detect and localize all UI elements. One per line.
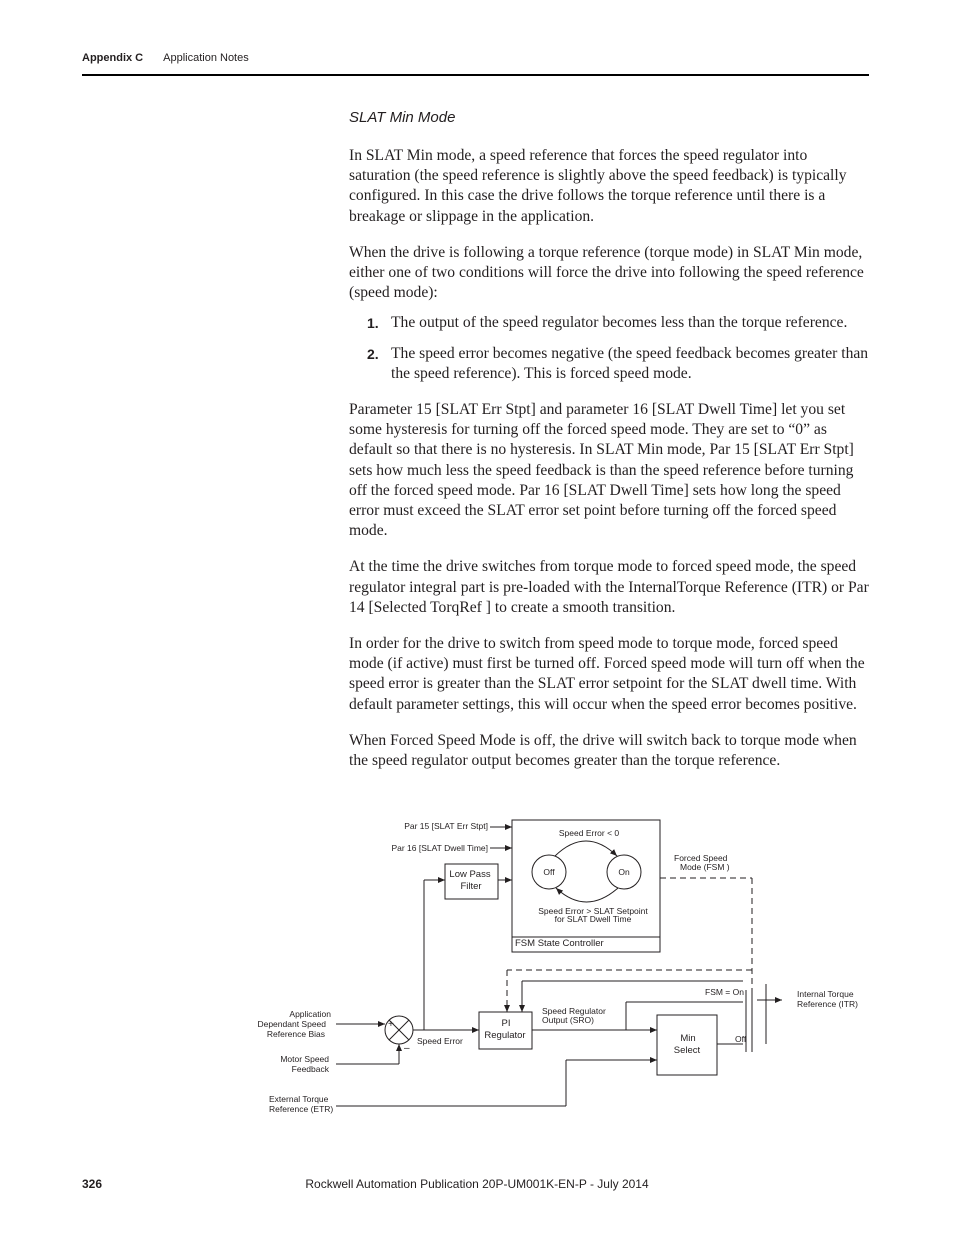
fsm-on-label: FSM = On bbox=[705, 987, 744, 997]
transition-off-to-on bbox=[555, 841, 617, 856]
speed-error-lt-label: Speed Error < 0 bbox=[558, 828, 620, 838]
paragraph: When the drive is following a torque reference (torque mode) in SLAT Min mode, either one of two conditions will force the drive into following the speed reference (speed mode): bbox=[349, 243, 864, 302]
page-number: 326 bbox=[82, 1177, 103, 1191]
etr-label-2: Reference (ETR) bbox=[269, 1104, 334, 1114]
speed-error-label: Speed Error bbox=[417, 1036, 463, 1046]
motor-fb-label-1: Motor Speed bbox=[280, 1054, 329, 1064]
min-select-label-1: Min bbox=[680, 1033, 696, 1044]
sro-label-2: Output (SRO) bbox=[542, 1015, 594, 1025]
speed-error-gt-label-2: for SLAT Dwell Time bbox=[554, 914, 632, 924]
state-on-label: On bbox=[618, 867, 630, 877]
app-bias-label-1: Application bbox=[289, 1009, 331, 1019]
list-number: 2. bbox=[367, 345, 379, 362]
state-off-label: Off bbox=[543, 867, 555, 877]
forced-speed-label-1: Forced Speed bbox=[674, 853, 728, 863]
sro-label-1: Speed Regulator bbox=[542, 1006, 606, 1016]
fsm-controller-box bbox=[512, 820, 660, 952]
paragraph: When Forced Speed Mode is off, the drive will switch back to torque mode when the speed regulator output becomes greater than the torque reference. bbox=[349, 731, 857, 770]
list-text: The speed error becomes negative (the speed feedback becomes greater than the speed reference). This is forced speed mode. bbox=[391, 344, 869, 382]
pi-label-2: Regulator bbox=[484, 1030, 526, 1041]
speed-error-gt-label-1: Speed Error > SLAT Setpoint bbox=[538, 906, 648, 916]
forced-speed-label-2: Mode (FSM ) bbox=[680, 862, 730, 872]
section-heading: SLAT Min Mode bbox=[349, 109, 456, 126]
lpf-label-2: Filter bbox=[460, 881, 482, 892]
minus-sign: – bbox=[404, 1043, 410, 1054]
fsm-controller-label: FSM State Controller bbox=[515, 938, 604, 949]
lpf-label-1: Low Pass bbox=[449, 869, 491, 880]
plus-sign: + bbox=[388, 1019, 394, 1030]
list-number: 1. bbox=[367, 315, 379, 332]
header-section: Appendix C bbox=[82, 52, 144, 64]
itr-label-2: Reference (ITR) bbox=[797, 999, 858, 1009]
par16-label: Par 16 [SLAT Dwell Time] bbox=[391, 843, 488, 853]
app-bias-label-2: Dependant Speed bbox=[257, 1019, 326, 1029]
itr-label-1: Internal Torque bbox=[797, 989, 854, 999]
paragraph: In order for the drive to switch from speed mode to torque mode, forced speed mode (if active) must first be turned off. Forced speed mode will turn off when the speed error is greater than the SLAT error setpoint for the SLAT dwell time. With default parameter settings, this will occur when the speed error becomes positive. bbox=[349, 635, 865, 713]
header-title: Application Notes bbox=[163, 52, 249, 64]
paragraph: In SLAT Min mode, a speed reference that forces the speed regulator into saturation (the speed reference is slightly above the speed feedback) is typically configured. In this case the drive follows the torque reference until there is a breakage or slippage in the application. bbox=[349, 147, 847, 225]
min-select-label-2: Select bbox=[673, 1045, 701, 1056]
etr-label-1: External Torque bbox=[269, 1094, 329, 1104]
paragraph: Parameter 15 [SLAT Err Stpt] and parameter 16 [SLAT Dwell Time] let you set some hysteresis for turning off the forced speed mode. They are set to “0” as default so that there is no hysteresis. In SLAT Min mode, Par 15 [SLAT Err Stpt] sets how much less the speed feedback is than the speed reference before turning off the forced speed mode. Par 16 [SLAT Dwell Time] sets how long the speed error must exceed the SLAT error set point before turning off the forced speed mode. bbox=[349, 401, 854, 540]
publication-footer: Rockwell Automation Publication 20P-UM001K-EN-P - July 2014 bbox=[305, 1177, 649, 1191]
paragraph: At the time the drive switches from torque mode to forced speed mode, the speed regulator integral part is pre-loaded with the InternalTorque Reference (ITR) or Par 14 [Selected TorqRef ] to create a smooth transition. bbox=[349, 558, 869, 616]
transition-on-to-off bbox=[556, 888, 618, 902]
switch-off-label: Off bbox=[735, 1034, 747, 1044]
list-text: The output of the speed regulator becomes less than the torque reference. bbox=[391, 314, 848, 332]
app-bias-label-3: Reference Bias bbox=[266, 1029, 325, 1039]
motor-fb-label-2: Feedback bbox=[291, 1064, 329, 1074]
par15-label: Par 15 [SLAT Err Stpt] bbox=[404, 821, 488, 831]
pi-label-1: PI bbox=[501, 1018, 511, 1029]
